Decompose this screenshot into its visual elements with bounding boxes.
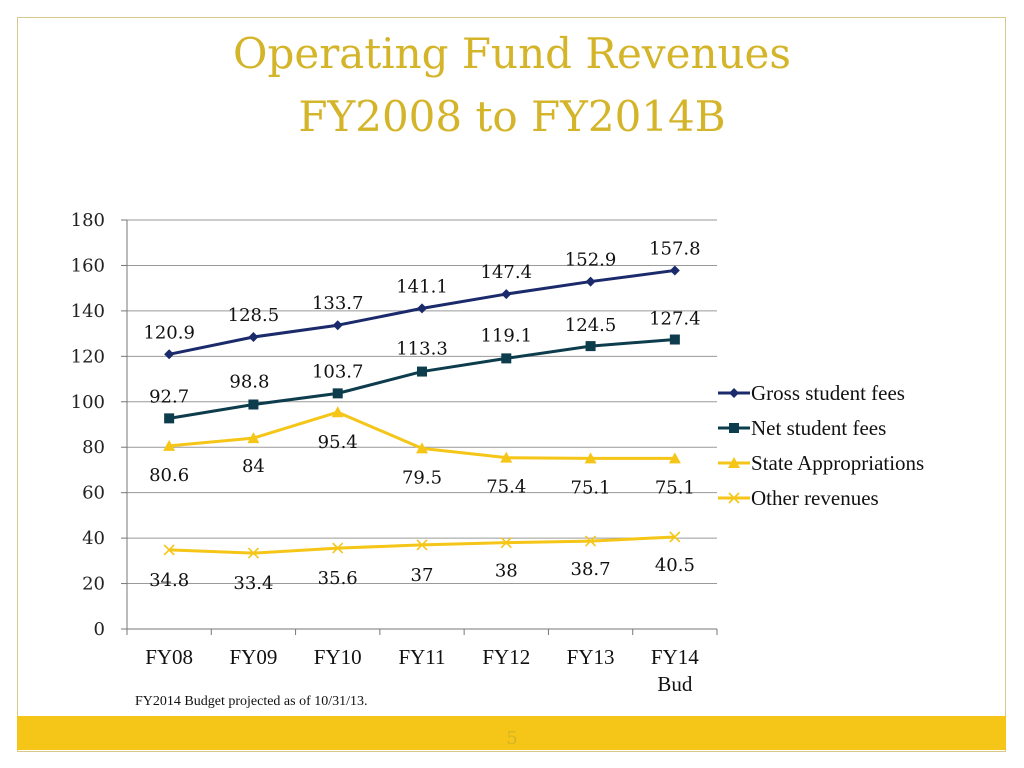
x-tick-label: FY14 Bud <box>650 645 699 696</box>
data-point <box>501 289 511 299</box>
footnote: FY2014 Budget projected as of 10/31/13. <box>135 694 368 709</box>
data-label: 119.1 <box>480 325 533 347</box>
series-state-appropriations <box>149 406 695 498</box>
x-tick-label: FY10 <box>313 645 362 669</box>
slide-subtitle: FY2008 to FY2014B <box>298 92 726 141</box>
data-label: 40.5 <box>654 554 695 576</box>
data-point <box>586 277 596 287</box>
x-tick-label: FY12 <box>482 645 531 669</box>
data-point <box>332 406 344 417</box>
data-point <box>417 367 427 377</box>
y-tick-label: 40 <box>82 528 105 550</box>
data-label: 133.7 <box>311 293 364 315</box>
data-label: 79.5 <box>401 467 443 489</box>
data-label: 38.7 <box>570 559 611 581</box>
legend <box>718 381 924 510</box>
data-label: 75.1 <box>570 477 611 499</box>
data-label: 157.8 <box>649 238 701 260</box>
legend-label: State Appropriations <box>751 451 925 475</box>
y-tick-label: 100 <box>70 391 105 413</box>
x-tick-label: FY08 <box>145 645 194 669</box>
data-point <box>670 335 680 345</box>
data-label: 124.5 <box>564 315 617 337</box>
data-label: 38 <box>494 560 518 582</box>
data-label: 103.7 <box>311 361 364 383</box>
legend-label: Gross student fees <box>751 381 905 405</box>
data-label: 80.6 <box>149 464 190 486</box>
x-tick-label: FY13 <box>566 645 615 669</box>
y-tick-label: 120 <box>70 346 105 368</box>
data-point <box>164 349 174 359</box>
data-label: 84 <box>241 456 265 478</box>
y-tick-label: 60 <box>82 482 105 504</box>
data-label: 35.6 <box>317 568 358 590</box>
data-label: 147.4 <box>480 262 533 284</box>
data-label: 98.8 <box>229 371 270 393</box>
legend-label: Net student fees <box>751 416 887 440</box>
data-label: 75.4 <box>486 476 527 498</box>
legend-marker <box>729 423 739 433</box>
y-tick-label: 0 <box>93 619 105 640</box>
data-point <box>417 303 427 313</box>
data-label: 75.1 <box>654 477 695 499</box>
slide-title: Operating Fund Revenues <box>233 29 791 78</box>
data-point <box>501 353 511 363</box>
data-point <box>164 413 174 423</box>
y-tick-label: 160 <box>70 255 105 277</box>
data-point <box>248 332 258 342</box>
data-point <box>333 320 343 330</box>
page-number: 5 <box>506 728 518 749</box>
data-label: 152.9 <box>564 249 617 271</box>
data-point <box>586 341 596 351</box>
data-label: 37 <box>410 564 434 586</box>
data-label: 113.3 <box>396 338 448 360</box>
data-label: 95.4 <box>317 432 358 454</box>
data-point <box>333 388 343 398</box>
data-label: 33.4 <box>233 573 274 595</box>
data-label: 92.7 <box>149 386 190 408</box>
data-label: 128.5 <box>227 305 280 327</box>
data-label: 141.1 <box>396 276 448 298</box>
data-label: 120.9 <box>143 322 195 344</box>
x-tick-label: FY09 <box>229 645 278 669</box>
series-other-revenues <box>149 532 695 594</box>
y-tick-label: 80 <box>82 437 105 459</box>
y-tick-label: 20 <box>82 573 105 595</box>
y-tick-label: 180 <box>70 210 105 231</box>
x-tick-label: FY11 <box>398 645 446 669</box>
data-label: 127.4 <box>649 308 701 330</box>
data-point <box>670 265 680 275</box>
y-tick-label: 140 <box>70 300 105 322</box>
legend-label: Other revenues <box>751 486 879 510</box>
legend-marker <box>729 388 739 398</box>
data-label: 34.8 <box>149 569 190 591</box>
data-point <box>248 400 258 410</box>
